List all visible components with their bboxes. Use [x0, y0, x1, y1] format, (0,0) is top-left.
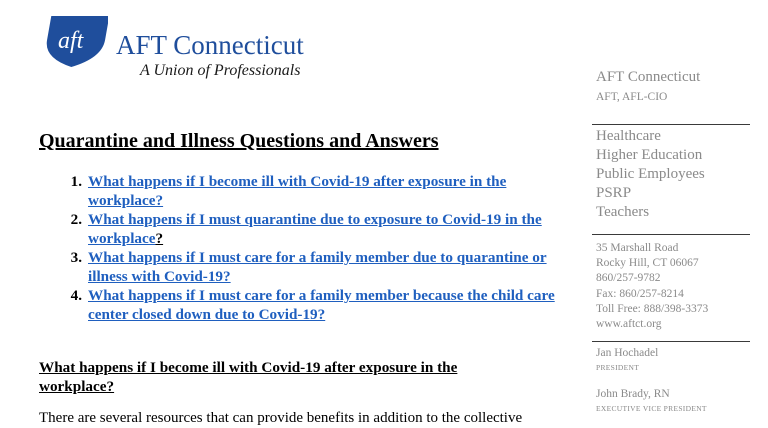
officer-role: PRESIDENT [596, 363, 640, 372]
officer-role: EXECUTIVE VICE PRESIDENT [596, 404, 707, 413]
address-line: 35 Marshall Road [596, 242, 679, 254]
body-text: There are several resources that can provide benefits in addition to the collective [39, 410, 523, 426]
sidebar-org-name: AFT Connecticut [596, 69, 701, 85]
address-line: Rocky Hill, CT 06067 [596, 257, 699, 270]
division-item: Public Employees [596, 166, 705, 182]
division-item: PSRP [596, 185, 632, 201]
division-item: Healthcare [596, 128, 661, 144]
officer-name: John Brady, RN [596, 388, 670, 400]
sidebar-divider [592, 124, 750, 125]
question-item [60, 248, 560, 286]
question-number: 1. [70, 173, 82, 190]
question-link[interactable]: What happens if I must care for a family member due to quarantine or illness with Covid-19? [88, 249, 547, 285]
question-number: 2. [70, 211, 82, 228]
division-item: Higher Education [596, 147, 703, 163]
question-number: 3. [70, 249, 82, 266]
question-list [60, 172, 560, 324]
sidebar-affiliation: AFT, AFL-CIO [596, 91, 668, 103]
question-link[interactable]: What happens if I must quarantine due to exposure to Covid-19 in the workplace [88, 211, 542, 247]
question-item [60, 210, 560, 248]
question-link[interactable]: What happens if I must care for a family member because the child care center closed down due to Covid-19? [88, 287, 555, 323]
section-heading: What happens if I become ill with Covid-19 after exposure in the workplace? [39, 359, 458, 395]
aft-logo [38, 12, 108, 68]
org-tagline: A Union of Professionals [140, 62, 301, 79]
phone-line: 860/257-9782 [596, 272, 661, 285]
question-item [60, 286, 560, 324]
fax-line: Fax: 860/257-8214 [596, 287, 684, 300]
sidebar-divider [592, 234, 750, 235]
question-item [60, 172, 560, 210]
toll-free-line: Toll Free: 888/398-3373 [596, 302, 709, 315]
officer-name: Jan Hochadel [596, 347, 659, 359]
question-number: 4. [70, 287, 82, 304]
division-list [596, 127, 705, 222]
org-name: AFT Connecticut [116, 30, 304, 60]
logo-text: aft [58, 28, 84, 54]
division-item: Teachers [596, 204, 650, 220]
document-title: Quarantine and Illness Questions and Answers [39, 130, 439, 152]
website-line: www.aftct.org [596, 318, 662, 331]
question-link[interactable]: What happens if I become ill with Covid-19 after exposure in the workplace? [88, 173, 507, 209]
aft-logo-shield [38, 12, 108, 68]
address-block [596, 241, 708, 332]
sidebar-divider [592, 341, 750, 342]
question-suffix: ? [155, 230, 164, 247]
